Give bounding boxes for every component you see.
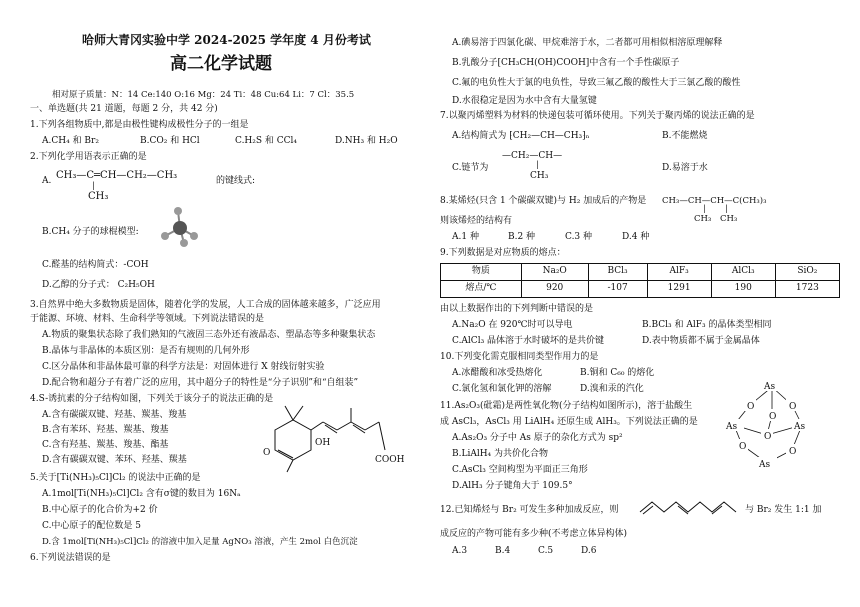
q4-stem: 4.S-诱抗素的分子结构如图，下列关于该分子的说法正确的是 bbox=[30, 394, 274, 404]
q11-option-c[interactable]: C.AsCl₃ 空间构型为平面正三角形 bbox=[452, 465, 588, 475]
q3-stem-line2: 于能源、环境、材料、生命科学等领域。下列说法错误的是 bbox=[30, 314, 265, 324]
q9-option-a[interactable]: A.Na₂O 在 920℃时可以导电 bbox=[452, 320, 573, 330]
section-heading: 一、单选题(共 21 道题，每题 2 分，共 42 分) bbox=[30, 104, 218, 114]
q8-branch-bond-2: | bbox=[725, 204, 728, 213]
q11-option-a[interactable]: A.As₂O₃ 分子中 As 原子的杂化方式为 sp² bbox=[452, 433, 623, 443]
q7-option-a[interactable]: A.结构简式为 ⁅CH₂—CH—CH₃⁆ₙ bbox=[452, 131, 590, 141]
q9-stem: 9.下列数据是对应物质的熔点： bbox=[440, 248, 566, 258]
q10-option-a[interactable]: A.冰醋酸和冰受热熔化 bbox=[452, 368, 543, 378]
atom-o: O bbox=[789, 447, 797, 457]
q10-option-b[interactable]: B.铜和 C₆₀ 的熔化 bbox=[580, 368, 655, 378]
table-header-cell: 熔点/℃ bbox=[441, 281, 522, 298]
q5-option-d[interactable]: D.含 1mol[Ti(NH₃)₅Cl]Cl₂ 的溶液中加入足量 AgNO₃ 溶液，产生 2mol 白色沉淀 bbox=[42, 537, 358, 547]
q8-option-c[interactable]: C.3 种 bbox=[565, 232, 593, 242]
q12-option-d[interactable]: D.6 bbox=[581, 546, 597, 556]
table-row bbox=[441, 281, 840, 298]
table-cell: BCl₃ bbox=[588, 264, 647, 281]
q1-option-c[interactable]: C.H₂S 和 CCl₄ bbox=[235, 136, 298, 146]
q11-stem-line2: 成 AsCl₃，AsCl₃ 用 LiAlH₄ 还原生成 AlH₃。下列说法正确的是 bbox=[440, 417, 698, 427]
q1-option-d[interactable]: D.NH₃ 和 H₂O bbox=[335, 136, 398, 146]
q6-stem: 6.下列说法错误的是 bbox=[30, 553, 111, 563]
q12-option-c[interactable]: C.5 bbox=[538, 546, 554, 556]
table-cell: -107 bbox=[588, 281, 647, 298]
atom-as: As bbox=[764, 382, 776, 392]
q2-a-branch: CH₃ bbox=[88, 191, 109, 202]
page-title: 高二化学试题 bbox=[170, 54, 272, 74]
q11-option-b[interactable]: B.LiAlH₄ 为共价化合物 bbox=[452, 449, 549, 459]
q10-option-d[interactable]: D.溴和汞的汽化 bbox=[580, 384, 644, 394]
table-cell: 920 bbox=[521, 281, 588, 298]
q7-option-d[interactable]: D.易溶于水 bbox=[662, 163, 708, 173]
table-cell: Na₂O bbox=[521, 264, 588, 281]
q5-stem: 5.关于[Ti(NH₃)₅Cl]Cl₂ 的说法中正确的是 bbox=[30, 473, 201, 483]
q8-option-b[interactable]: B.2 种 bbox=[508, 232, 536, 242]
q9-option-b[interactable]: B.BCl₃ 和 AlF₃ 的晶体类型相同 bbox=[642, 320, 772, 330]
q2-option-b[interactable]: B.CH₄ 分子的球棍模型: bbox=[42, 227, 139, 237]
school-title: 哈师大青冈实验中学 2024-2025 学年度 4 月份考试 bbox=[82, 33, 371, 47]
q4-option-b[interactable]: B.含有苯环、羟基、羰基、羧基 bbox=[42, 425, 169, 435]
q8-branch-2: CH₃ bbox=[720, 214, 738, 224]
q4-option-a[interactable]: A.含有碳碳双键、羟基、羰基、羧基 bbox=[42, 410, 187, 420]
q12-stem-part3: 成反应的产物可能有多少种(不考虑立体异构体) bbox=[440, 529, 628, 539]
table-cell: 1723 bbox=[775, 281, 839, 298]
q4-label-o: O bbox=[263, 448, 271, 458]
table-cell: 1291 bbox=[647, 281, 711, 298]
atom-o: O bbox=[739, 442, 747, 452]
triene-skeletal-structure bbox=[638, 498, 738, 518]
q11-stem-line1: 11.As₂O₃(砒霜)是两性氧化物(分子结构如图所示)，溶于盐酸生 bbox=[440, 401, 693, 411]
q3-option-a[interactable]: A.物质的聚集状态除了我们熟知的气液固三态外还有液晶态、塑晶态等多种聚集状态 bbox=[42, 330, 376, 340]
as2o3-molecule-diagram bbox=[712, 375, 822, 475]
q3-option-d[interactable]: D.配合物和超分子有着广泛的应用，其中超分子的特性是“分子识别”和“自组装” bbox=[42, 378, 359, 388]
table-row bbox=[441, 264, 840, 281]
q2-option-d[interactable]: D.乙醇的分子式： C₂H₅OH bbox=[42, 280, 155, 290]
q5-option-b[interactable]: B.中心原子的化合价为+2 价 bbox=[42, 505, 158, 515]
q2-option-a-label[interactable]: A. bbox=[42, 176, 52, 186]
q3-stem-line1: 3.自然界中绝大多数物质是固体，随着化学的发展，人工合成的固体越来越多，广泛应用 bbox=[30, 300, 381, 310]
q9-option-d[interactable]: D.表中物质都不属于金属晶体 bbox=[642, 336, 760, 346]
q8-stem-line1: 8.某烯烃(只含 1 个碳碳双键)与 H₂ 加成后的产物是 bbox=[440, 196, 647, 206]
q4-label-cooh: COOH bbox=[375, 455, 405, 465]
q7-option-c-label[interactable]: C.链节为 bbox=[452, 163, 489, 173]
atom-as: As bbox=[794, 422, 806, 432]
atom-o: O bbox=[764, 432, 772, 442]
q2-a-structure: CH₃—C═CH—CH₂—CH₃ bbox=[56, 170, 178, 181]
q9-stem-2: 由以上数据作出的下列判断中错误的是 bbox=[440, 304, 594, 314]
q8-structure: CH₃—CH—CH—C(CH₃)₃ bbox=[662, 196, 767, 206]
q11-option-d[interactable]: D.AlH₃ 分子键角大于 109.5° bbox=[452, 481, 573, 491]
q1-stem: 1.下列各组物质中,都是由极性键构成极性分子的一组是 bbox=[30, 120, 249, 130]
q7-c-branch: CH₃ bbox=[530, 171, 549, 181]
atomic-masses: 相对原子质量：N：14 Ce:140 O:16 Mg：24 Ti：48 Cu:64 Li：7 Cl：35.5 bbox=[52, 90, 355, 100]
q10-option-c[interactable]: C.氯化氢和氯化钾的溶解 bbox=[452, 384, 552, 394]
q1-option-b[interactable]: B.CO₂ 和 HCl bbox=[140, 136, 200, 146]
atom-as: As bbox=[759, 460, 771, 470]
q4-option-d[interactable]: D.含有碳碳双键、苯环、羟基、羰基 bbox=[42, 455, 187, 465]
q4-label-oh: OH bbox=[315, 438, 331, 448]
q9-option-c[interactable]: C.AlCl₃ 晶体溶于水时破坏的是共价键 bbox=[452, 336, 605, 346]
q6-option-d[interactable]: D.水很稳定是因为水中含有大量氢键 bbox=[452, 96, 597, 106]
q12-stem-part1: 12.已知烯烃与 Br₂ 可发生多种加成反应，则 bbox=[440, 505, 619, 515]
q1-option-a[interactable]: A.CH₄ 和 Br₂ bbox=[42, 136, 99, 146]
melting-point-table bbox=[440, 263, 840, 298]
q7-c-structure: —CH₂—CH— bbox=[502, 151, 563, 161]
table-cell: SiO₂ bbox=[775, 264, 839, 281]
q8-branch-1: CH₃ bbox=[694, 214, 712, 224]
table-cell: AlF₃ bbox=[647, 264, 711, 281]
q8-option-a[interactable]: A.1 种 bbox=[452, 232, 479, 242]
q8-option-d[interactable]: D.4 种 bbox=[622, 232, 650, 242]
q3-option-c[interactable]: C.区分晶体和非晶体最可靠的科学方法是：对固体进行 X 射线衍射实验 bbox=[42, 362, 325, 372]
q8-stem-line2: 则该烯烃的结构有 bbox=[440, 216, 513, 226]
atom-as: As bbox=[726, 422, 738, 432]
q5-option-a[interactable]: A.1mol[Ti(NH₃)₅Cl]Cl₂ 含有σ键的数目为 16Nₐ bbox=[42, 489, 241, 499]
q5-option-c[interactable]: C.中心原子的配位数是 5 bbox=[42, 521, 142, 531]
q4-option-c[interactable]: C.含有羟基、羰基、羧基、酯基 bbox=[42, 440, 169, 450]
q12-stem-part2: 与 Br₂ 发生 1:1 加 bbox=[745, 505, 822, 515]
methane-ball-stick-model bbox=[160, 206, 200, 248]
q12-option-a[interactable]: A.3 bbox=[452, 546, 468, 556]
q3-option-b[interactable]: B.晶体与非晶体的本质区别：是否有规则的几何外形 bbox=[42, 346, 250, 356]
table-cell: 190 bbox=[711, 281, 775, 298]
q2-a-branch-bond: | bbox=[92, 181, 95, 190]
table-header-cell: 物质 bbox=[441, 264, 522, 281]
q2-a-suffix: 的键线式: bbox=[216, 176, 256, 186]
q7-option-b[interactable]: B.不能燃烧 bbox=[662, 131, 708, 141]
atom-o: O bbox=[789, 402, 797, 412]
q12-option-b[interactable]: B.4 bbox=[495, 546, 511, 556]
q2-stem: 2.下列化学用语表示正确的是 bbox=[30, 152, 147, 162]
q10-stem: 10.下列变化需克服相同类型作用力的是 bbox=[440, 352, 599, 362]
q6-option-c[interactable]: C.氟的电负性大于氯的电负性，导致三氟乙酸的酸性大于三氯乙酸的酸性 bbox=[452, 78, 741, 88]
q6-option-b[interactable]: B.乳酸分子[CH₃CH(OH)COOH]中含有一个手性碳原子 bbox=[452, 58, 680, 68]
table-cell: AlCl₃ bbox=[711, 264, 775, 281]
q2-option-c[interactable]: C.醛基的结构简式：-COH bbox=[42, 260, 149, 270]
q6-option-a[interactable]: A.碘易溶于四氯化碳、甲烷难溶于水，二者都可用相似相溶原理解释 bbox=[452, 38, 723, 48]
atom-o: O bbox=[747, 402, 755, 412]
s-abscisic-acid-structure bbox=[245, 400, 425, 480]
q7-c-branch-bond: | bbox=[536, 160, 539, 169]
q7-stem: 7.以聚丙烯塑料为材料的快递包装可循环使用。下列关于聚丙烯的说法正确的是 bbox=[440, 111, 755, 121]
q8-branch-bond-1: | bbox=[703, 204, 706, 213]
atom-o: O bbox=[769, 412, 777, 422]
